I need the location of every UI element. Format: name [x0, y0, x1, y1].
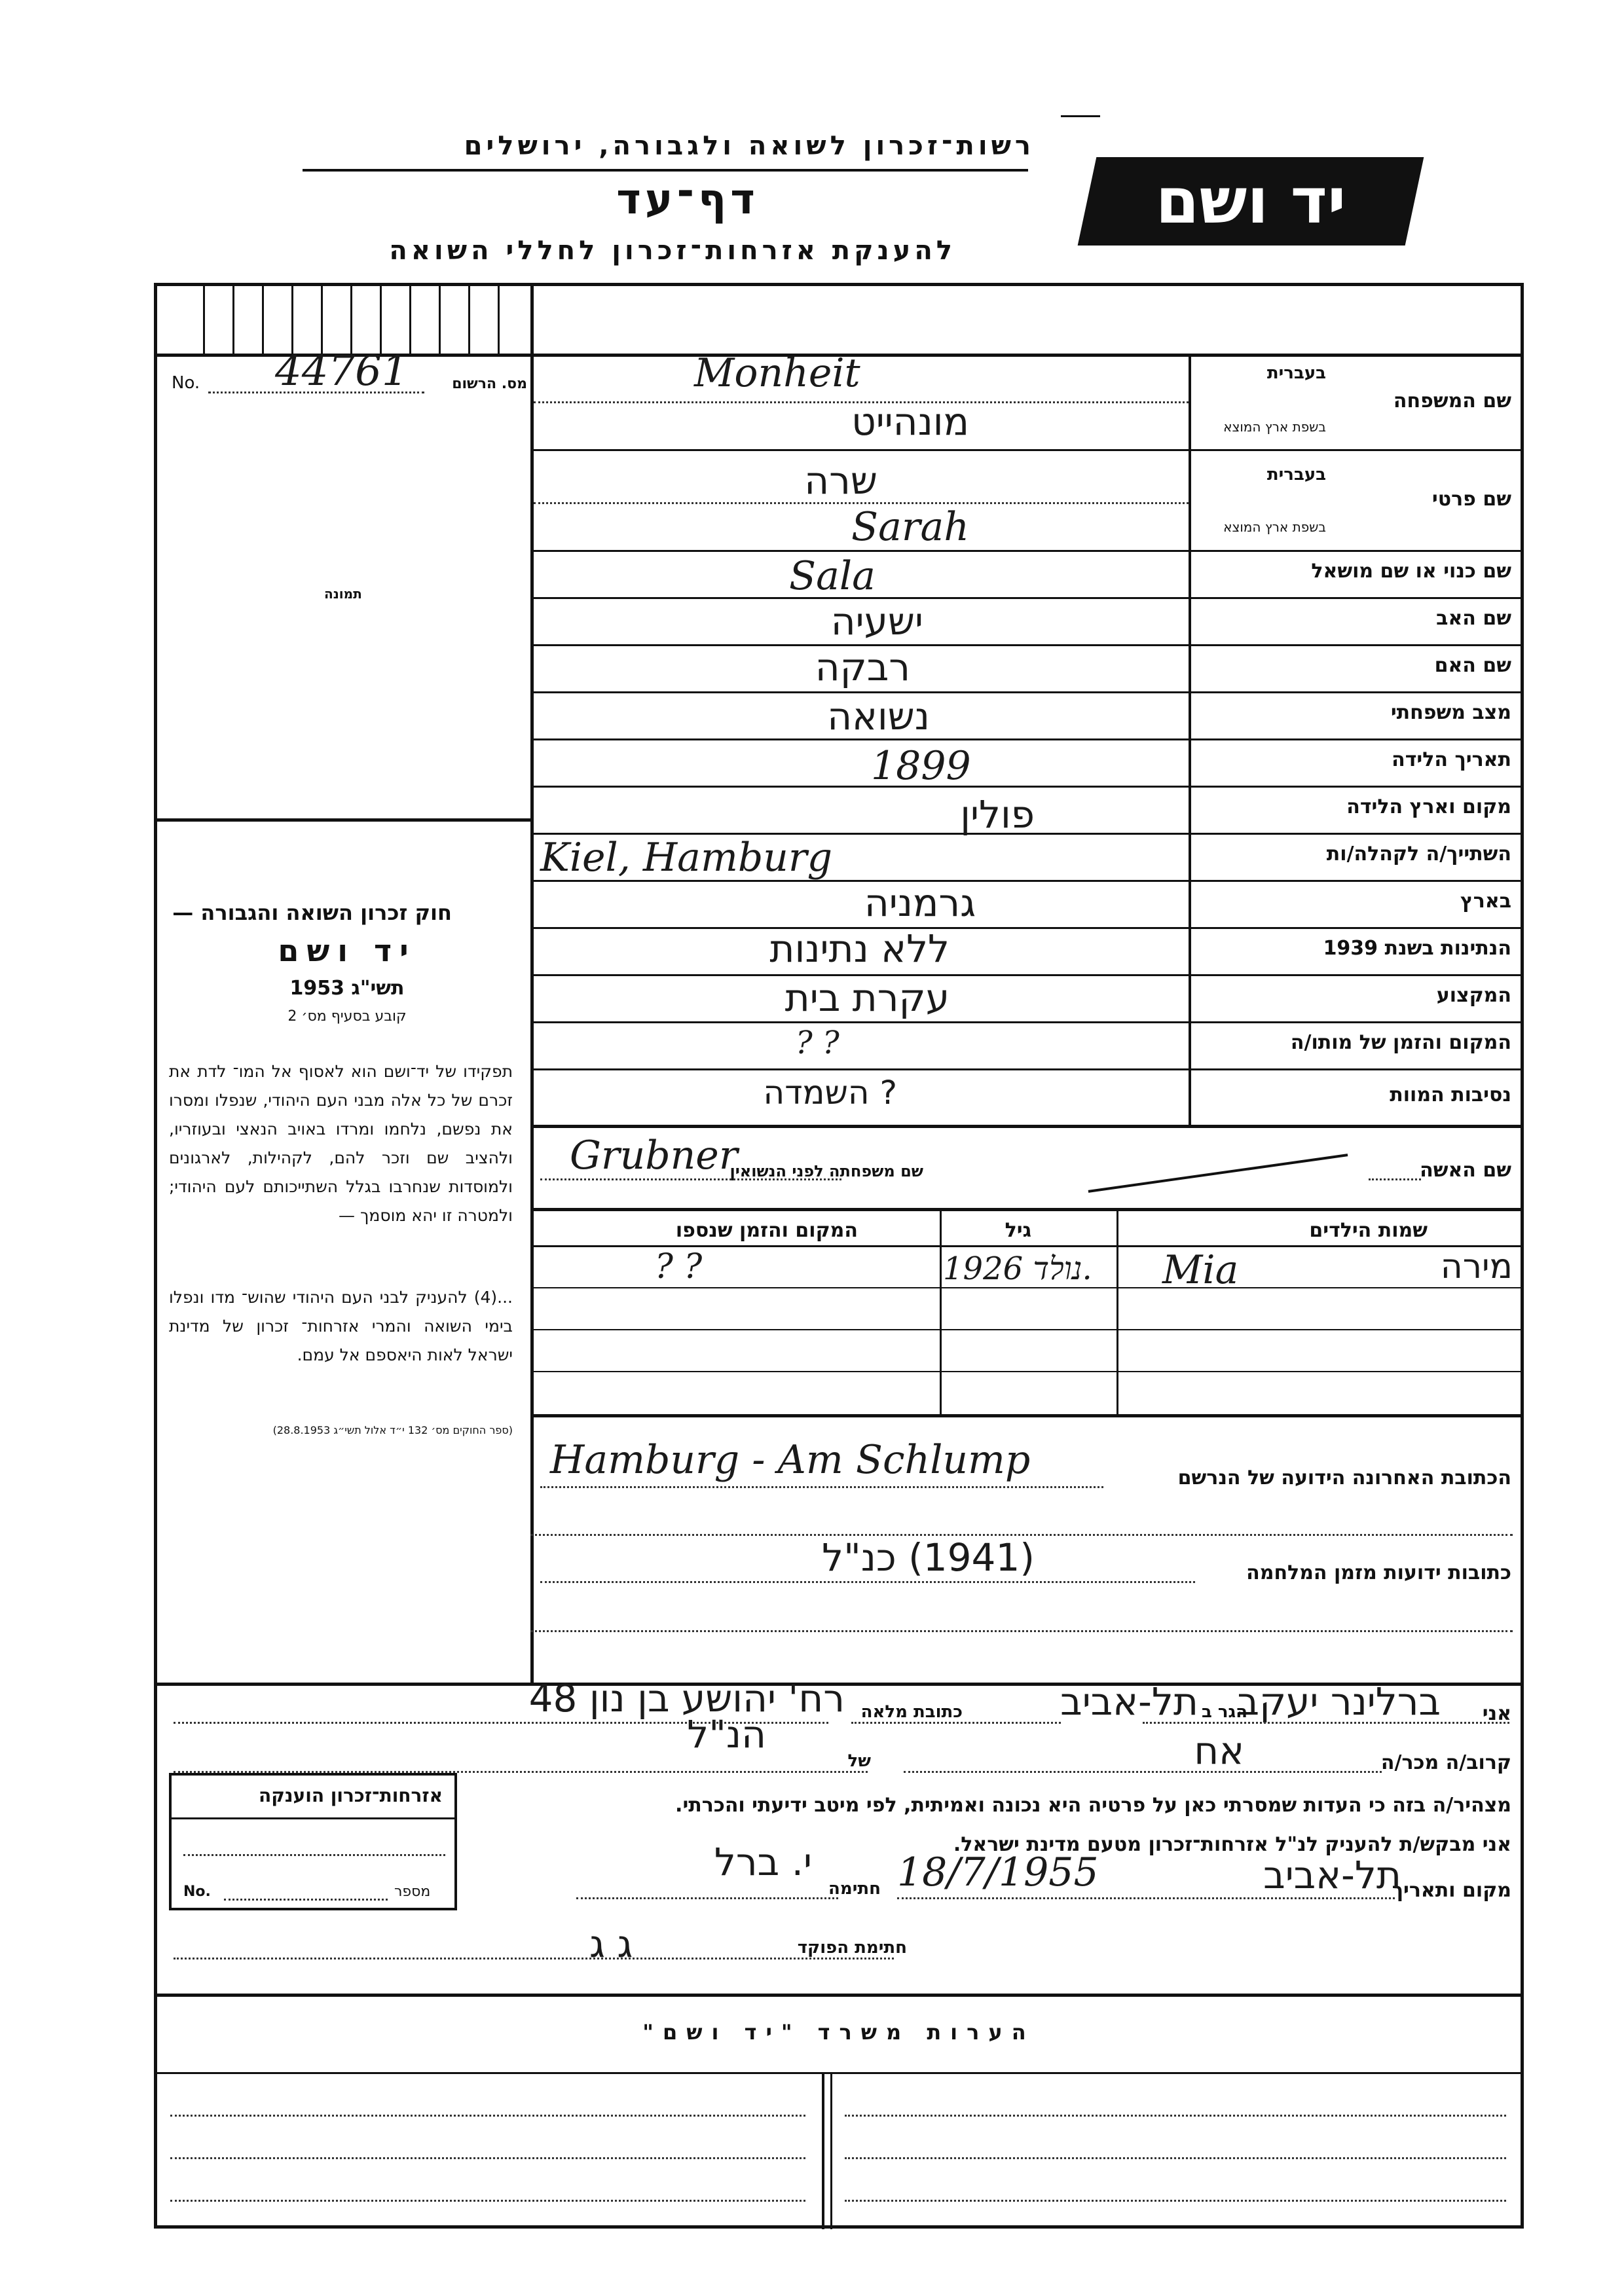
children-names-header: שמות הילדים	[1309, 1219, 1428, 1242]
form-title: דף־עד	[616, 175, 759, 224]
death-cause-label: נסיבות המוות	[1390, 1084, 1511, 1106]
authority-title: רשות־זכרון לשואה ולגבורה, ירושלים	[464, 131, 1035, 161]
birthplace-value: פולין	[960, 792, 1035, 837]
children-age-header: גיל	[1005, 1219, 1031, 1242]
war-address-value: (1941) כנ"ל	[822, 1535, 1035, 1580]
death-place-value: ? ?	[796, 1025, 840, 1061]
children-place-header: המקום והזמן שנספו	[675, 1219, 858, 1242]
community-label: השתייך/ה לקהלה/ות	[1326, 843, 1511, 866]
relation-value: אח	[1194, 1728, 1244, 1773]
surname-origin-value: Monheit	[694, 350, 860, 396]
citizenship-box-no: No.	[183, 1884, 211, 1900]
profession-label: המקצוע	[1436, 984, 1511, 1007]
declarant-name: ברלינר יעקב	[1237, 1679, 1441, 1724]
authority-underline	[303, 169, 1028, 172]
marital-value: נשואה	[827, 694, 930, 738]
date-value: 18/7/1955	[897, 1850, 1099, 1895]
father-label: שם האב	[1436, 607, 1511, 630]
place-date-label: מקום ותאריך	[1392, 1879, 1511, 1902]
child-name: Mia	[1162, 1247, 1239, 1293]
citizenship-value: ללא נתינות	[769, 926, 950, 971]
surname-hebrew-label: בעברית	[1266, 363, 1326, 383]
country-label: בארץ	[1460, 890, 1511, 913]
child-age: 1926 נולד.	[943, 1250, 1092, 1287]
inspector-label: חתימת הפוקד	[797, 1938, 907, 1958]
surname-label: שם המשפחה	[1393, 390, 1511, 412]
wife-label: שם האשה	[1420, 1159, 1511, 1182]
law-name: יד ושם	[278, 933, 416, 968]
law-title: חוק זכרון השואה והגבורה —	[172, 900, 452, 925]
citizenship-label: הנתינות בשנת 1939	[1323, 937, 1511, 960]
law-text-1: תפקידו של יד־ושם הוא לאסוף אל המו־ לדת את זכרם של כל אלה מבני העם היהודי, שנפלו ומסרו את נפשם, נלחמו ומרדו באויב הנאצי ובעוזריו, ולהציב שם וזכר להם, לקהילות, לארגונים ולמוסדות שנחרבו בגלל השתייכותם לעם היהודי; ולמטרה זו יהא מוסמך —	[169, 1062, 513, 1225]
firstname-label: שם פרטי	[1431, 488, 1511, 511]
office-notes-title: הערות משרד "יד ושם"	[642, 2020, 1035, 2045]
nickname-label: שם כנוי או שם מושאל	[1311, 560, 1511, 583]
law-section: קובע בסעיף מס׳ 2	[287, 1008, 407, 1025]
wife-maiden-label: שם משפחתה לפני הנשואין	[729, 1162, 923, 1180]
child-place: ? ?	[655, 1247, 703, 1286]
signature-label: חתימה	[828, 1879, 881, 1899]
birthdate-label: תאריך הלידה	[1392, 748, 1511, 771]
firstname-hebrew-value: שרה	[804, 458, 877, 503]
profession-value: עקרת בית	[784, 975, 950, 1020]
firstname-origin-label: בשפת ארץ המוצא	[1223, 519, 1326, 535]
relative-label: קרוב/ה מכר/ה	[1380, 1751, 1511, 1774]
inspector-initials: ג ג	[589, 1922, 633, 1966]
form-subtitle: להענקת אזרחות־זכרון לחללי השואה	[389, 236, 956, 266]
resides-label: הגר ב	[1201, 1702, 1247, 1722]
declarant-city: תל-אביב	[1060, 1679, 1198, 1724]
country-value: גרמניה	[864, 881, 976, 925]
surname-hebrew-value: מונהייט	[851, 399, 969, 444]
place-value: תל-אביב	[1263, 1853, 1401, 1897]
birthplace-label: מקום וארץ הלידה	[1346, 795, 1511, 818]
last-address-value: Hamburg - Am Schlump	[550, 1437, 1031, 1483]
law-text-2: ...(4) להעניק לבני העם היהודי שהוש־ מדו ונפלו בימי השואה והמרי אזרחות־ זכרון של מדינת ישראל לאות היאספם אל עמם.	[169, 1288, 513, 1364]
of-label: של	[847, 1751, 871, 1771]
citizenship-granted-box	[169, 1773, 457, 1910]
birthdate-value: 1899	[871, 743, 971, 789]
firstname-hebrew-label: בעברית	[1266, 465, 1326, 484]
law-reference: (ספר החוקים מס׳ 132 י״ד אלול תשי״ג 28.8.1953)	[272, 1424, 513, 1436]
war-address-label: כתובות ידועות מזמן המלחמה	[1246, 1561, 1511, 1584]
last-address-label: הכתובת האחרונה הידועה של הנרשם	[1177, 1467, 1511, 1489]
full-address-label: כתובת מלאה	[860, 1702, 963, 1722]
no-label: No.	[172, 373, 200, 393]
community-value: Kiel, Hamburg	[540, 835, 832, 881]
nickname-value: Sala	[789, 553, 876, 599]
declarant-full-address: רח' יהושע בן נון 48	[528, 1676, 845, 1721]
death-cause-value: ? השמדה	[763, 1074, 897, 1112]
citizenship-box-number-label: מספר	[394, 1884, 431, 1900]
law-year: תשי"ג 1953	[289, 977, 405, 1000]
registration-number: 44761	[275, 347, 409, 395]
wife-value: Grubner	[570, 1133, 738, 1178]
death-place-label: המקום והזמן של מותו/ה	[1290, 1031, 1511, 1054]
registration-label: מס. הרשום	[452, 376, 527, 392]
mother-label: שם האם	[1434, 654, 1511, 677]
corner-dash	[1061, 115, 1100, 117]
declaration-text: מצהיר/ה בזה כי העדות שמסרתי כאן על פרטיה היא נכונה ואמיתית, לפי מיטב ידיעתי והכרתי.	[675, 1794, 1511, 1817]
logo-text: יד ושם	[1155, 164, 1346, 238]
of-value: הנ"ל	[687, 1712, 766, 1757]
yad-vashem-logo	[1078, 157, 1424, 246]
child-name-hebrew: מירה	[1440, 1247, 1513, 1286]
surname-origin-label: בשפת ארץ המוצא	[1223, 419, 1326, 435]
marital-label: מצב משפחתי	[1390, 701, 1511, 724]
mother-value: רבקה	[815, 645, 910, 689]
photo-label: תמונה	[324, 586, 362, 602]
signature-value: י. ברל	[714, 1840, 812, 1884]
request-text: אני מבקש/ת להעניק לנ"ל אזרחות־זכרון מטעם מדינת ישראל.	[953, 1833, 1511, 1856]
i-label: אני	[1482, 1702, 1511, 1725]
father-value: ישעיה	[830, 599, 923, 644]
citizenship-box-title: אזרחות־זכרון הוענקה	[259, 1785, 443, 1806]
firstname-origin-value: Sarah	[851, 504, 969, 550]
